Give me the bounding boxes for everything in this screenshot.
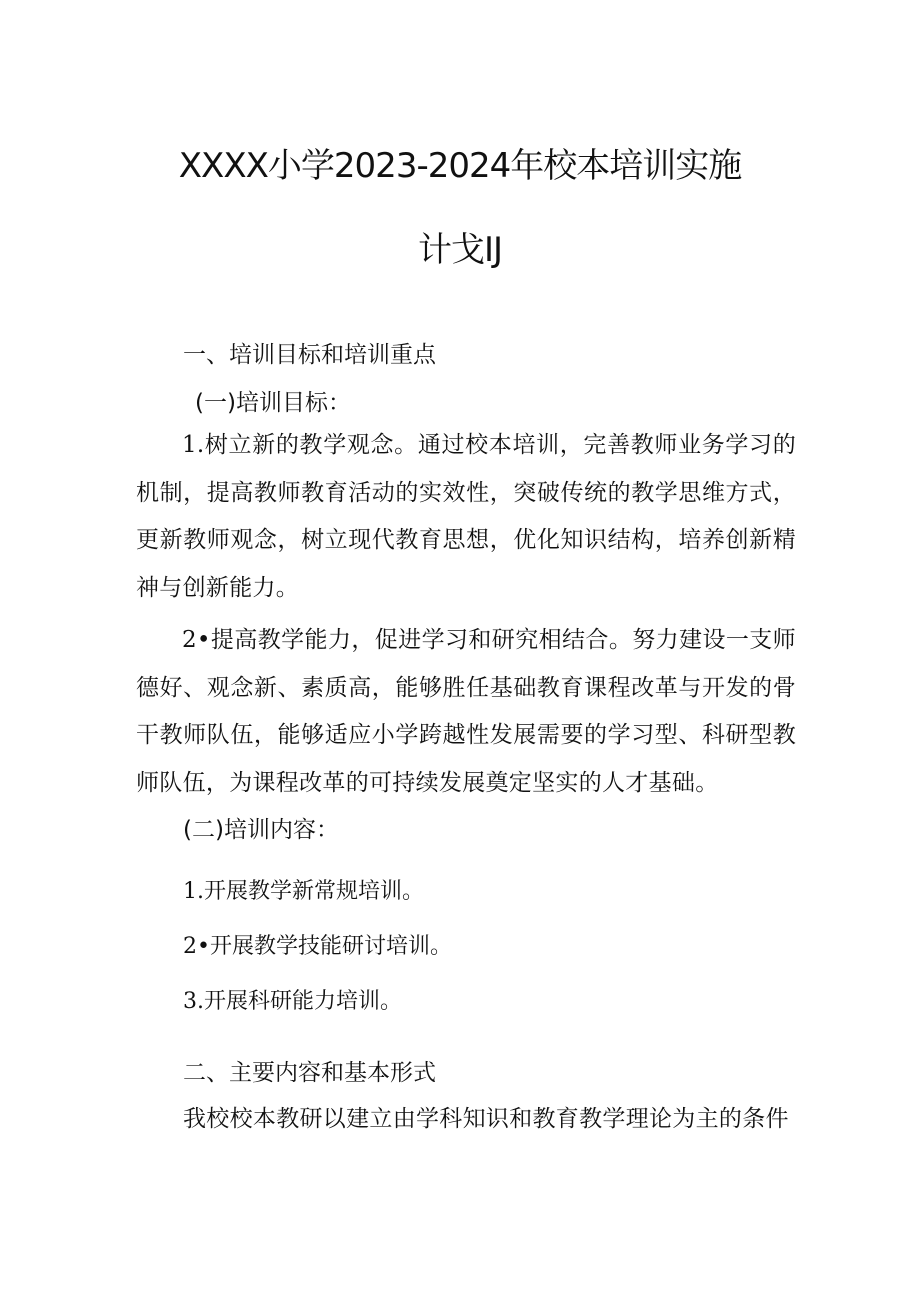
subsection-content-heading: (二)培训内容：	[183, 817, 339, 843]
section1-heading: 一、培训目标和培训重点	[183, 342, 436, 368]
content-list-item: 3.开展科研能力培训。	[183, 989, 402, 1014]
section2-heading: 二、主要内容和基本形式	[183, 1060, 436, 1086]
goal-paragraph-1: 1.树立新的教学观念。通过校本培训，完善教师业务学习的机制，提高教师教育活动的实效性，突破传统的教学思维方式，更新教师观念，树立现代教育思想，优化知识结构，培养创新精神与创新能力。	[136, 432, 796, 601]
goal-paragraph-2: 2•提高教学能力，促进学习和研究相结合。努力建设一支师德好、观念新、素质高，能够胜任基础教育课程改革与开发的骨干教师队伍，能够适应小学跨越性发展需要的学习型、科研型教师队伍，为课程改革的可持续发展奠定坚实的人才基础。	[136, 627, 796, 796]
content-list-item: 1.开展教学新常规培训。	[183, 879, 424, 904]
subsection-goals-heading: (一)培训目标：	[195, 390, 351, 416]
content-list-item: 2•开展教学技能研讨培训。	[183, 934, 452, 959]
document-title-line1: XXXX小学2023-2024年校本培训实施	[178, 146, 742, 186]
document-title-line2: 计戈IJ	[417, 230, 503, 270]
section2-paragraph: 我校校本教研以建立由学科知识和教育教学理论为主的条件	[183, 1106, 789, 1132]
